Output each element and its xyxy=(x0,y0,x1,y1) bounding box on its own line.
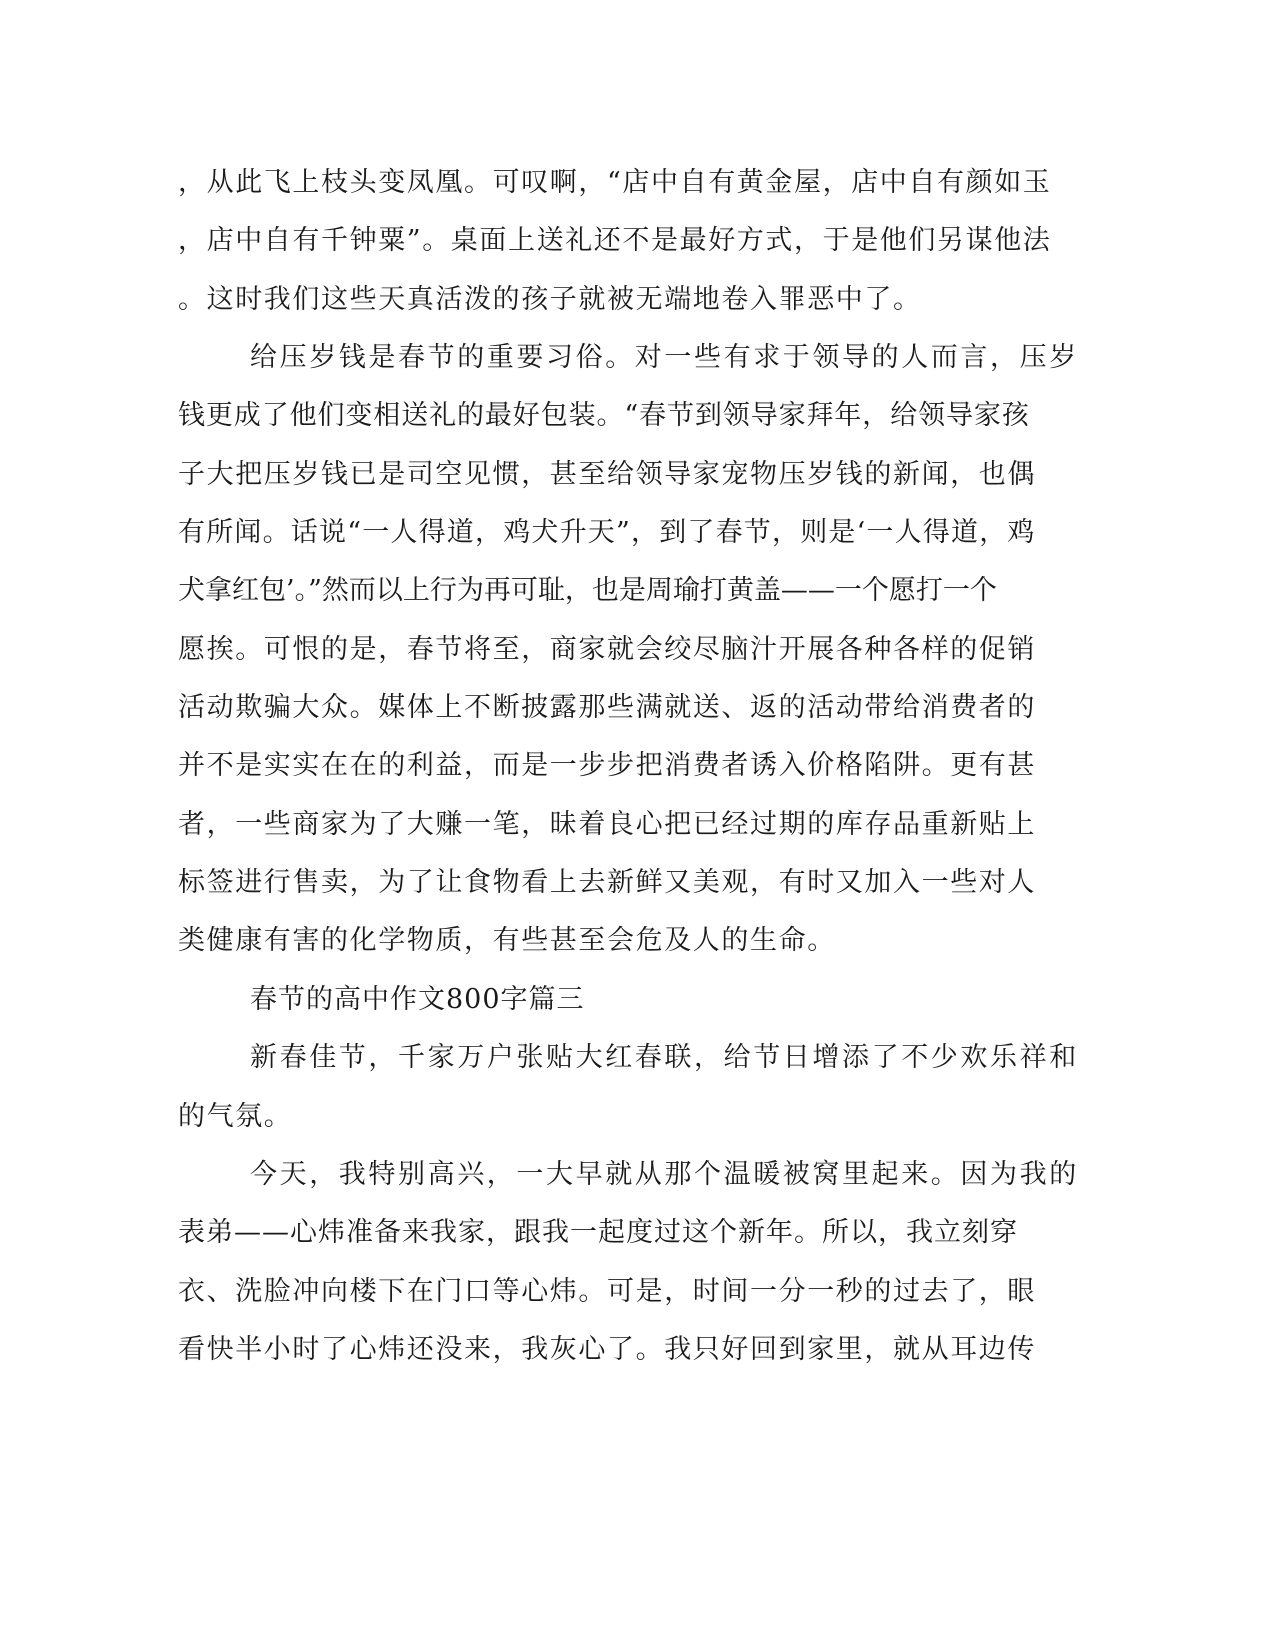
text-line: 。这时我们这些天真活泼的孩子就被无端地卷入罪恶中了。 xyxy=(178,284,922,315)
text-line: ，店中自有千钟粟”。桌面上送礼还不是最好方式，于是他们另谋他法 xyxy=(178,225,1052,256)
text-line: 钱更成了他们变相送礼的最好包装。“春节到领导家拜年，给领导家孩 xyxy=(178,400,1030,431)
text-line: 新春佳节，千家万户张贴大红春联，给节日增添了不少欢乐祥和 xyxy=(250,1042,1079,1073)
text-line: 标签进行售卖，为了让食物看上去新鲜又美观，有时又加入一些对人 xyxy=(178,867,1036,898)
section-heading: 春节的高中作文800字篇三 xyxy=(250,984,585,1015)
text-line: 者，一些商家为了大赚一笔，昧着良心把已经过期的库存品重新贴上 xyxy=(178,809,1036,840)
text-line: 活动欺骗大众。媒体上不断披露那些满就送、返的活动带给消费者的 xyxy=(178,692,1036,723)
text-line: 看快半小时了心炜还没来，我灰心了。我只好回到家里，就从耳边传 xyxy=(178,1334,1036,1365)
text-line: 表弟——心炜准备来我家，跟我一起度过这个新年。所以，我立刻穿 xyxy=(178,1217,1018,1248)
text-line: 衣、洗脸冲向楼下在门口等心炜。可是，时间一分一秒的过去了，眼 xyxy=(178,1276,1036,1307)
text-line: 并不是实实在在的利益，而是一步步把消费者诱入价格陷阱。更有甚 xyxy=(178,750,1036,781)
text-line: ，从此飞上枝头变凤凰。可叹啊，“店中自有黄金屋，店中自有颜如玉 xyxy=(178,167,1052,198)
text-line: 类健康有害的化学物质，有些甚至会危及人的生命。 xyxy=(178,925,836,956)
text-line: 愿挨。可恨的是，春节将至，商家就会绞尽脑汁开展各种各样的促销 xyxy=(178,634,1036,665)
text-line: 今天，我特别高兴，一大早就从那个温暖被窝里起来。因为我的 xyxy=(250,1159,1079,1190)
text-line: 给压岁钱是春节的重要习俗。对一些有求于领导的人而言，压岁 xyxy=(250,342,1079,373)
text-line: 有所闻。话说“一人得道，鸡犬升天”，到了春节，则是‘一人得道，鸡 xyxy=(178,517,1036,548)
text-line: 子大把压岁钱已是司空见惯，甚至给领导家宠物压岁钱的新闻，也偶 xyxy=(178,459,1036,490)
text-line: 犬拿红包’。”然而以上行为再可耻，也是周瑜打黄盖——一个愿打一个 xyxy=(178,575,997,606)
text-line: 的气氛。 xyxy=(178,1101,293,1132)
